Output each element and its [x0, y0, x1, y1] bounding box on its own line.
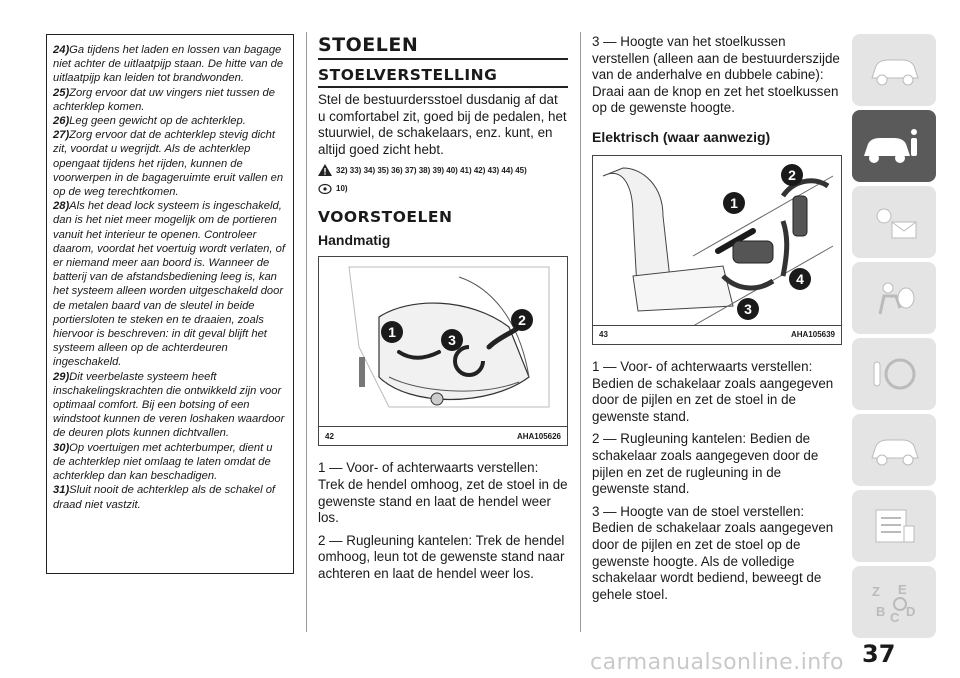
warnings-box — [46, 34, 294, 574]
svg-text:Z: Z — [872, 584, 880, 599]
tab-starting-driving[interactable] — [852, 338, 936, 410]
callout-1 — [723, 192, 745, 219]
svg-text:4: 4 — [796, 270, 804, 287]
electric-title: Elektrisch (waar aanwezig) — [592, 128, 771, 145]
figure-manual-seat — [318, 256, 568, 446]
warning-text: Als het dead lock systeem is ingeschakeld, dan is het niet meer mogelijk om de portieren vanuit het interieur te openen. Controleer daarom, voordat het voertuig wordt verlaten, of er niemand meer aan boord is. Wanneer de batterij van de afstandsbediening leeg is, kan het systeem alleen worden uitgeschakeld door de metalen baard van de sleutel in beide portiersloten te steken en te draaien, zoals hiervoor is beschreven: in dit geval blijft het systeem alleen op de achterdeuren ingeschakeld. — [53, 200, 285, 369]
electric-step-2: 2 — Rugleuning kantelen: Bedien de schakelaar zoals aangegeven door de pijlen en zet de rugleuning in de gewenste stand. — [592, 431, 819, 497]
svg-text:3: 3 — [744, 300, 752, 317]
warning-item — [53, 114, 287, 128]
warning-item — [53, 370, 287, 441]
column-seats — [318, 0, 568, 583]
car-info-icon — [862, 126, 926, 166]
callout-3 — [737, 298, 759, 325]
warning-text: Ga tijdens het laden en lossen van bagage niet achter de uitlaatpijp staan. De hitte van de uitlaatpijp kan leiden tot brandwonden. — [53, 44, 284, 85]
tab-car-info[interactable] — [852, 110, 936, 182]
tab-index[interactable] — [852, 566, 936, 638]
svg-text:3: 3 — [448, 332, 456, 349]
callout-4 — [789, 268, 811, 295]
car-overview-icon — [866, 52, 922, 88]
warning-number: 27) — [53, 129, 70, 142]
warning-number: 24) — [53, 44, 70, 56]
callout-2 — [511, 309, 533, 336]
index-icon — [866, 580, 922, 624]
warning-text: Leg geen gewicht op de achterklep. — [69, 115, 246, 128]
column-divider — [306, 32, 307, 632]
intro-text: Stel de bestuurdersstoel dusdanig af dat u comfortabel zit, goed bij de pedalen, het stuurwiel, de schakelaars, enz. kunt, en altijd goed zicht hebt. — [318, 92, 567, 157]
svg-text:C: C — [890, 610, 900, 624]
svg-text:E: E — [898, 582, 907, 597]
warning-text: Sluit nooit de achterklep als de schakel of draad niet vastzit. — [53, 484, 276, 511]
section-title: STOELVERSTELLING — [318, 66, 498, 84]
manual-step-1: 1 — Voor- of achterwaarts verstellen: Trek de hendel omhoog, zet de stoel in de gewenste stand en laat de hendel weer los. — [318, 460, 568, 526]
airbag-icon — [866, 278, 922, 318]
tab-car-overview[interactable] — [852, 34, 936, 106]
caution-ref: 10) — [336, 183, 348, 193]
figure-code: AHA105626 — [516, 431, 561, 441]
svg-text:1: 1 — [730, 194, 738, 211]
warning-text: Dit veerbelaste systeem heeft inschakelingskrachten die ontwikkeld zijn voor optimaal comfort. Bij een botsing of een windstoot kunnen de veren loshaken waardoor de deuren plots kunnen dichtvallen. — [53, 370, 285, 440]
title-rule — [318, 58, 568, 60]
warning-number: 25) — [53, 86, 70, 99]
warning-item — [53, 483, 287, 511]
figure-number: 42 — [325, 431, 334, 441]
warning-item — [53, 199, 287, 369]
figure-caption — [593, 325, 841, 344]
warning-ref-list: 32) 33) 34) 35) 36) 37) 38) 39) 40) 41) 42) 43) 44) 45) — [336, 165, 527, 175]
warning-lights-icon — [866, 202, 922, 242]
tab-emergency[interactable] — [852, 414, 936, 486]
tab-warning-lights[interactable] — [852, 186, 936, 258]
warning-item — [53, 86, 287, 114]
caution-refs — [318, 182, 568, 194]
callout-1 — [381, 321, 403, 348]
svg-text:1: 1 — [388, 324, 396, 341]
warning-item — [53, 441, 287, 484]
subtitle-rule — [318, 86, 568, 88]
steering-icon — [866, 354, 922, 394]
tab-safety[interactable] — [852, 262, 936, 334]
manual-step-3: 3 — Hoogte van het stoelkussen verstellen (alleen aan de bestuurderszijde van de anderhalve en dubbele cabine): Draai aan de knop en zet het stoelkussen op de gewenste hoogte. — [592, 34, 840, 116]
manual-title: Handmatig — [318, 232, 391, 249]
tab-technical-data[interactable] — [852, 490, 936, 562]
warning-number: 30) — [53, 441, 70, 454]
page-number: 37 — [862, 640, 896, 668]
front-seats-title: VOORSTOELEN — [318, 208, 453, 227]
column-divider — [580, 32, 581, 632]
manual-step-2: 2 — Rugleuning kantelen: Trek de hendel omhoog, leun tot de gewenste stand naar achteren en laat de hendel weer los. — [318, 532, 565, 581]
warning-number: 31) — [53, 484, 70, 497]
electric-step-3: 3 — Hoogte van de stoel verstellen: Bedien de schakelaar zoals aangegeven door de pijlen en zet de stoel op de gewenste hoogte. Als de volledige schakelaar wordt bediend, beweegt de gehele stoel. — [592, 503, 834, 602]
specs-icon — [866, 506, 922, 546]
svg-text:D: D — [906, 604, 916, 619]
warning-text: Op voertuigen met achterbumper, dient u de achterklep niet omlaag te laten omdat de achterklep dan kan beschadigen. — [53, 441, 273, 483]
warning-item — [53, 43, 287, 86]
warning-text: Zorg ervoor dat uw vingers niet tussen de achterklep komen. — [53, 86, 276, 113]
column-electric — [592, 0, 842, 603]
warning-number: 29) — [53, 370, 70, 383]
callout-3 — [441, 329, 463, 356]
warning-triangle-icon — [318, 164, 332, 176]
car-service-icon — [866, 432, 922, 468]
warning-refs — [318, 164, 568, 176]
watermark: carmanualsonline.info — [590, 650, 844, 675]
warning-text: Zorg ervoor dat de achterklep stevig dicht zit, voordat u wegrijdt. Als de achterklep opengaat tijdens het rijden, kunnen de voorwerpen in de bagageruimte eruit vallen en op de weg terechtkomen. — [53, 129, 284, 199]
figure-electric-seat — [592, 155, 842, 345]
page-title: STOELEN — [318, 34, 419, 56]
warning-number: 26) — [53, 115, 70, 128]
callout-2 — [781, 164, 803, 191]
electric-seat-illustration — [593, 156, 841, 326]
svg-text:B: B — [876, 604, 886, 619]
warning-item — [53, 128, 287, 199]
svg-text:2: 2 — [788, 166, 796, 183]
figure-caption — [319, 426, 567, 445]
svg-text:2: 2 — [518, 312, 526, 329]
warning-number: 28) — [53, 200, 70, 213]
figure-code: AHA105639 — [790, 330, 835, 340]
caution-icon — [318, 182, 332, 194]
figure-number: 43 — [599, 330, 608, 340]
electric-step-1: 1 — Voor- of achterwaarts verstellen: Bedien de schakelaar zoals aangegeven door de pijlen en zet de stoel in de gewenste stand. — [592, 358, 834, 424]
